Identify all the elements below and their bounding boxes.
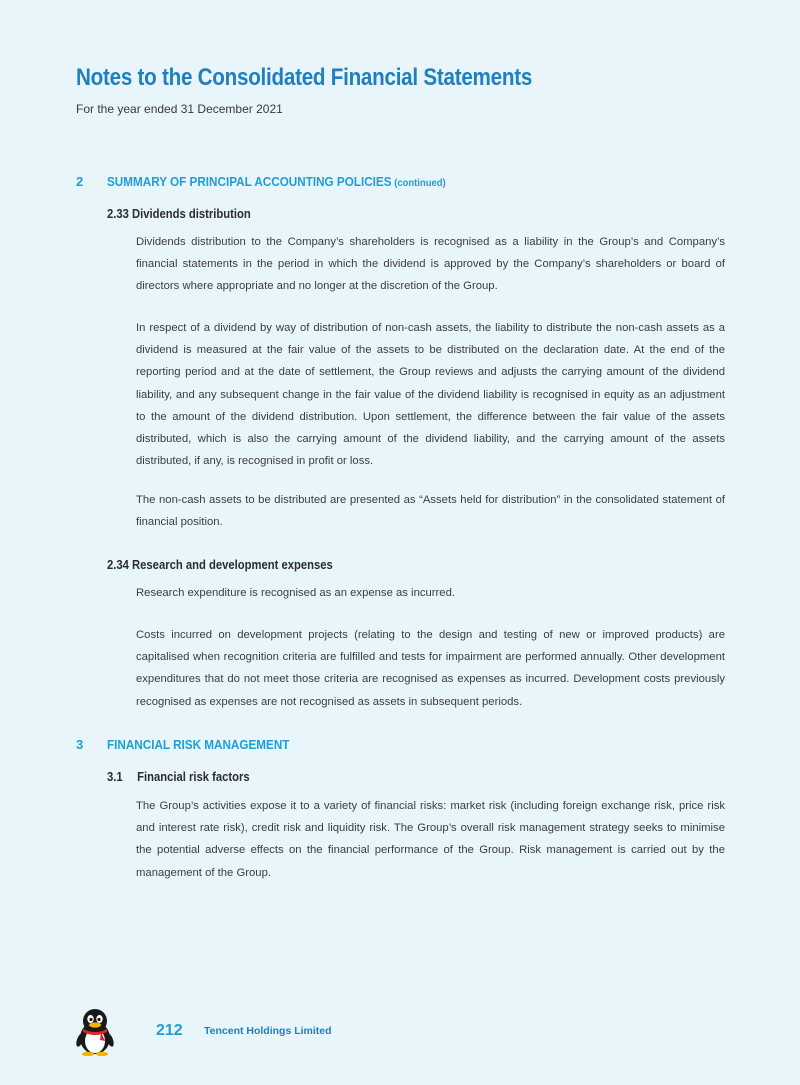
subsection-title: Dividends distribution — [132, 207, 251, 221]
section-title: FINANCIAL RISK MANAGEMENT — [107, 737, 290, 752]
company-name: Tencent Holdings Limited — [204, 1025, 332, 1037]
subsection-heading — [107, 770, 250, 784]
paragraph: The non-cash assets to be distributed are presented as “Assets held for distribution” in the consolidated statement of financial position. — [136, 494, 725, 529]
paragraph: Costs incurred on development projects (relating to the design and testing of new or improved products) are capitalised when recognition criteria are fulfilled and tests for impairment are performed annually. Other development expenditures that do not meet those criteria are recognised as expenses as incurred. Development costs previously recognised as expenses are not recognised as assets in subsequent periods. — [136, 629, 725, 708]
continued-label: (continued) — [394, 177, 446, 189]
paragraph: In respect of a dividend by way of distribution of non-cash assets, the liability to distribute the non-cash assets as a dividend is measured at the fair value of the assets to be distributed on the declaration date. At the end of the reporting period and at the date of settlement, the Group reviews and adjusts the carrying amount of the dividend liability, and any subsequent change in the fair value of the dividend liability is recognised in equity as an adjustment to the amount of the dividend distribution. Upon settlement, the difference between the fair value of the assets distributed, which is also the carrying amount of the dividend liability, and the carrying amount of the assets distributed, if any, is recognised in profit or loss. — [136, 322, 725, 468]
penguin-mascot-icon — [74, 1008, 116, 1056]
section-number: 2 — [76, 174, 84, 189]
paragraph: Research expenditure is recognised as an expense as incurred. — [136, 587, 456, 599]
subsection-heading — [107, 207, 251, 221]
paragraph: The Group’s activities expose it to a variety of financial risks: market risk (including foreign exchange risk, price risk and interest rate risk), credit risk and liquidity risk. The Group’s overall risk management strategy seeks to minimise the potential adverse effects on the financial performance of the Group. Risk management is carried out by the management of the Group. — [136, 800, 725, 879]
paragraph: Dividends distribution to the Company’s shareholders is recognised as a liability in the Group’s and Company’s financial statements in the period in which the dividend is approved by the Company’s shareholders or board of directors where appropriate and no longer at the discretion of the Group. — [136, 236, 725, 293]
page-number: 212 — [156, 1022, 183, 1039]
section-title — [107, 174, 446, 189]
subsection-title: Financial risk factors — [137, 770, 250, 784]
section-title-text: SUMMARY OF PRINCIPAL ACCOUNTING POLICIES — [107, 174, 392, 189]
page-title: Notes to the Consolidated Financial Statements — [76, 64, 533, 91]
subsection-number: 2.34 — [107, 558, 129, 572]
subsection-heading — [107, 558, 333, 572]
section-number: 3 — [76, 737, 84, 752]
subsection-number: 2.33 — [107, 207, 129, 221]
subsection-number: 3.1 — [107, 770, 123, 784]
page-subtitle: For the year ended 31 December 2021 — [76, 102, 283, 116]
subsection-title: Research and development expenses — [132, 558, 333, 572]
